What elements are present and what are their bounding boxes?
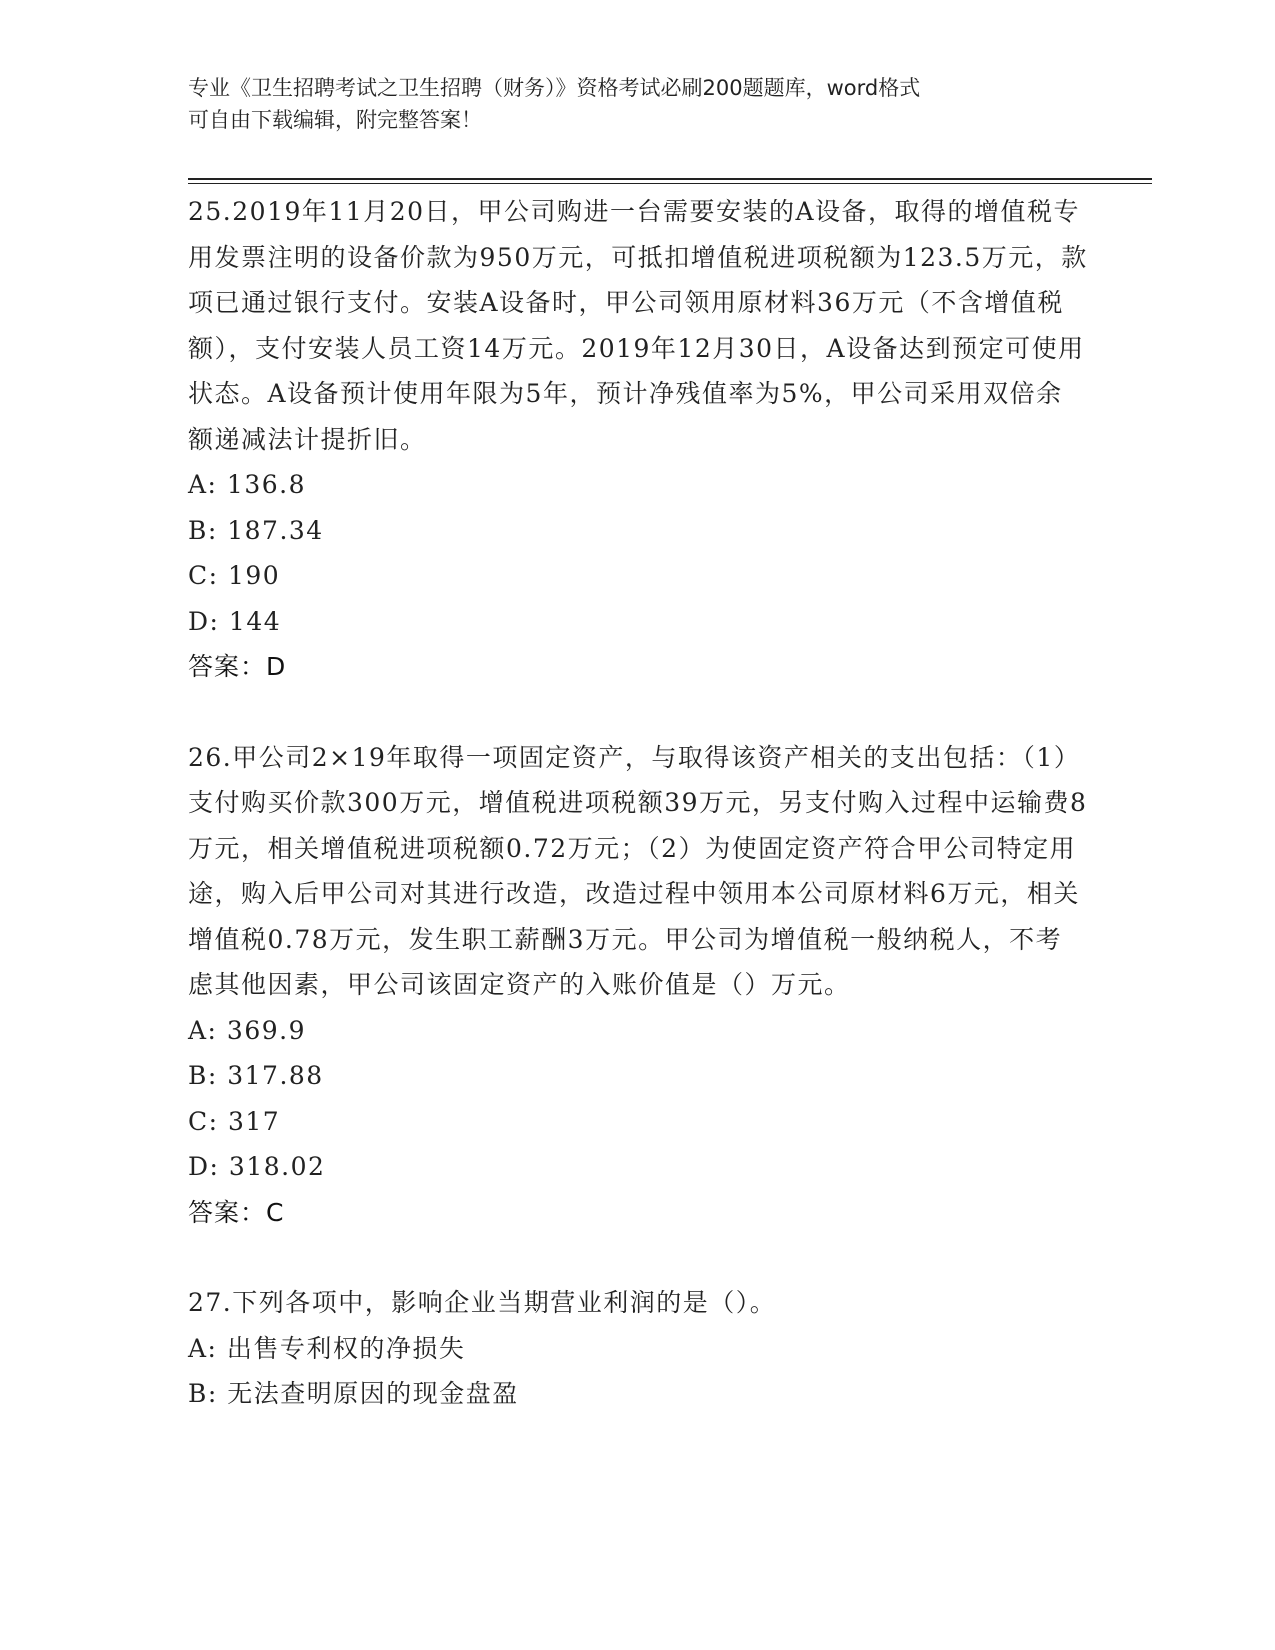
option-d: D: 144 [188,606,282,636]
option-d: D: 318.02 [188,1152,326,1181]
question-27 [188,1280,1088,1417]
answer-line: 答案：D [188,652,287,681]
question-spacer [188,1235,1088,1280]
document-header [188,72,1068,136]
answer-line: 答案：C [188,1197,285,1227]
question-spacer [188,690,1088,735]
question-list [188,189,1088,1417]
header-divider [188,178,1152,184]
option-a: A: 369.9 [188,1015,306,1045]
header-title-line-2: 可自由下载编辑，附完整答案！ [188,108,482,132]
question-stem: 27.下列各项中，影响企业当期营业利润的是（）。 [188,1288,777,1317]
option-a: A: 出售专利权的净损失 [188,1333,466,1363]
option-b: B: 317.88 [188,1061,324,1090]
option-c: C: 190 [188,561,281,590]
option-a: A: 136.8 [188,470,306,499]
question-stem: 25.2019年11月20日，甲公司购进一台需要安装的A设备，取得的增值税专用发票注明的设备价款为950万元，可抵扣增值税进项税额为123.5万元，款项已通过银行支付。安装A设备时，甲公司领用原材料36万元（不含增值税额），支付安装人员工资14万元。2019年12月30日，A设备达到预定可使用状态。A设备预计使用年限为5年，预计净残值率为5%，甲公司采用双倍余额递减法计提折旧。 [188,197,1088,454]
option-b: B: 无法查明原因的现金盘盈 [188,1379,519,1408]
option-b: B: 187.34 [188,515,324,545]
option-c: C: 317 [188,1106,281,1136]
header-title-line-1: 专业《卫生招聘考试之卫生招聘（财务）》资格考试必刷200题题库，word格式 [188,76,921,100]
question-26 [188,735,1088,1236]
question-25 [188,189,1088,690]
question-stem: 26.甲公司2×19年取得一项固定资产，与取得该资产相关的支出包括：（1）支付购买价款300万元，增值税进项税额39万元，另支付购入过程中运输费8万元，相关增值税进项税额0.72万元；（2）为使固定资产符合甲公司特定用途，购入后甲公司对其进行改造，改造过程中领用本公司原材料6万元，相关增值税0.78万元，发生职工薪酬3万元。甲公司为增值税一般纳税人，不考虑其他因素，甲公司该固定资产的入账价值是（）万元。 [188,742,1088,999]
